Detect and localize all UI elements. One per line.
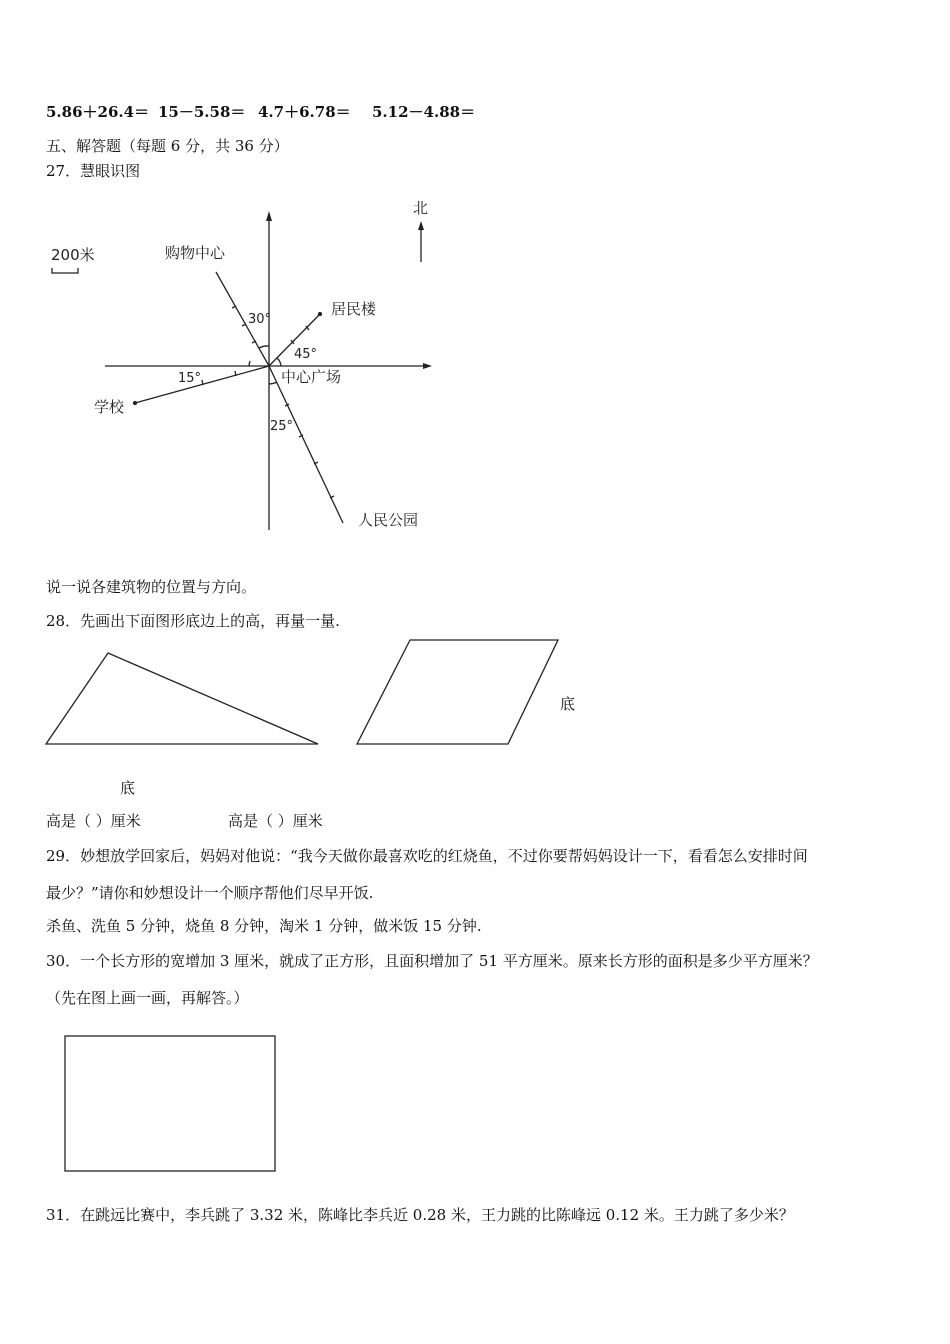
base-label-parallelogram: 底 [560, 695, 576, 713]
north-arrowhead [266, 211, 272, 221]
angle-shopping: 30° [248, 312, 272, 327]
q29-line2: 最少？”请你和妙想设计一个顺序帮他们尽早开饭. [46, 884, 374, 902]
label-school: 学校 [94, 398, 125, 416]
arith-3: 4.7＋6.78＝ [258, 103, 351, 121]
triangle-shape [46, 653, 318, 744]
q27-prompt: 说一说各建筑物的位置与方向。 [46, 578, 257, 596]
rectangle-shape [65, 1036, 275, 1171]
q28-title: 28．先画出下面图形底边上的高，再量一量. [46, 612, 340, 630]
north-label: 北 [413, 199, 429, 217]
height-answer-2: 高是（ ）厘米 [228, 812, 323, 830]
angle-school: 15° [178, 371, 202, 386]
q27-title: 27．慧眼识图 [46, 162, 141, 180]
q29-line1: 29．妙想放学回家后，妈妈对他说：“我今天做你最喜欢吃的红烧鱼，不过你要帮妈妈设计一下，看看怎么安排时间 [46, 847, 808, 865]
label-shopping: 购物中心 [165, 244, 226, 262]
q30-line2: （先在图上画一画，再解答。） [46, 989, 249, 1007]
ray-school [135, 366, 269, 403]
height-answer-1: 高是（ ）厘米 [46, 812, 141, 830]
angle-park: 25° [270, 419, 294, 434]
angle-residential: 45° [294, 347, 318, 362]
east-arrowhead [423, 363, 432, 369]
label-residential: 居民楼 [331, 300, 377, 318]
scale-label: 200米 [51, 246, 95, 264]
q30-line1: 30．一个长方形的宽增加 3 厘米，就成了正方形，且面积增加了 51 平方厘米。原来长方形的面积是多少平方厘米？ [46, 952, 818, 970]
section-title: 五、解答题（每题 6 分，共 36 分） [46, 137, 289, 155]
ray-park [269, 366, 343, 523]
label-center: 中心广场 [281, 368, 342, 386]
q29-line3: 杀鱼、洗鱼 5 分钟，烧鱼 8 分钟，淘米 1 分钟，做米饭 15 分钟. [46, 917, 482, 935]
arith-2: 15－5.58＝ [158, 103, 246, 121]
scale-bar [52, 268, 78, 273]
arith-4: 5.12－4.88＝ [372, 103, 476, 121]
arith-1: 5.86＋26.4＝ [46, 103, 150, 121]
label-park: 人民公园 [358, 511, 419, 529]
q31-line1: 31．在跳远比赛中，李兵跳了 3.32 米，陈峰比李兵近 0.28 米，王力跳的比陈峰远 0.12 米。王力跳了多少米？ [46, 1206, 794, 1224]
base-label-triangle: 底 [120, 779, 136, 797]
parallelogram-shape [357, 640, 558, 744]
